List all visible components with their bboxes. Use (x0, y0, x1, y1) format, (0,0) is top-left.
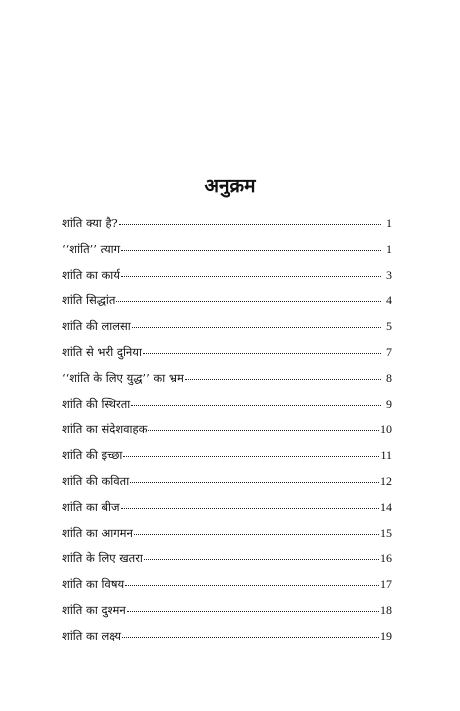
toc-entry-page-number: 7 (386, 344, 392, 359)
toc-entry-title: ‘‘शांति’’ त्याग (62, 241, 121, 256)
toc-entry-title: ‘‘शांति के लिए युद्ध’’ का भ्रम (62, 370, 184, 385)
toc-entry (62, 497, 392, 523)
toc-entry (62, 290, 392, 316)
toc-entry-title: शांति का दुश्मन (62, 602, 126, 617)
toc-entry-title: शांति का विषय (62, 577, 125, 592)
toc-entry (62, 394, 392, 420)
toc-entry (62, 574, 392, 600)
toc-entry-title: शांति से भरी दुनिया (62, 344, 142, 359)
dot-leader (143, 352, 381, 354)
dot-leader (125, 584, 379, 586)
dot-leader (121, 507, 379, 509)
toc-entry (62, 368, 392, 394)
dot-leader (121, 275, 381, 277)
toc-entry-title: शांति क्या है? (62, 216, 118, 230)
dot-leader (131, 404, 381, 406)
toc-entry-title: शांति की लालसा (62, 319, 131, 334)
toc-entry (62, 626, 392, 652)
toc-entry-title: शांति की इच्छा (62, 448, 123, 463)
page-title: अनुक्रम (204, 175, 256, 197)
toc-entry (62, 419, 392, 445)
dot-leader (132, 326, 381, 328)
toc-entry-title: शांति का कार्य (62, 267, 120, 282)
toc-entry (62, 600, 392, 626)
toc-entry-page-number: 1 (386, 241, 392, 256)
toc-entry (62, 265, 392, 291)
dot-leader (116, 300, 381, 302)
toc-entry-page-number: 14 (380, 499, 392, 514)
toc-entry (62, 316, 392, 342)
toc-entry (62, 213, 392, 239)
toc-entry-page-number: 18 (380, 602, 392, 617)
dot-leader (185, 378, 381, 380)
toc-entry-page-number: 4 (386, 293, 392, 308)
dot-leader (121, 249, 381, 251)
toc-entry-page-number: 3 (386, 267, 392, 282)
toc-entry-title: शांति की कविता (62, 473, 130, 488)
toc-entry-page-number: 9 (386, 396, 392, 411)
toc-entry-title: शांति के लिए खतरा (62, 551, 143, 566)
toc-entry-page-number: 19 (380, 628, 392, 643)
toc-entry-page-number: 16 (380, 551, 392, 566)
dot-leader (134, 533, 379, 535)
toc-entry-page-number: 8 (386, 370, 392, 385)
toc-entry-page-number: 1 (386, 216, 392, 230)
dot-leader (119, 223, 381, 225)
toc-entry-page-number: 12 (380, 473, 392, 488)
dot-leader (130, 481, 379, 483)
dot-leader (144, 558, 379, 560)
toc-entry-title: शांति का आगमन (62, 525, 133, 540)
toc-entry-page-number: 11 (380, 448, 392, 463)
toc-entry (62, 342, 392, 368)
toc-entry-page-number: 5 (386, 319, 392, 334)
toc-entry-title: शांति का लक्ष्य (62, 628, 122, 643)
toc-entry-title: शांति का बीज (62, 499, 120, 514)
dot-leader (127, 610, 379, 612)
dot-leader (122, 636, 379, 638)
toc-entry-page-number: 15 (380, 525, 392, 540)
toc-entry (62, 445, 392, 471)
dot-leader (123, 455, 379, 457)
toc-entry (62, 523, 392, 549)
toc-entry-title: शांति का संदेशवाहक (62, 422, 148, 437)
toc-entry (62, 471, 392, 497)
toc-entry-title: शांति की स्थिरता (62, 396, 131, 411)
toc-entry (62, 548, 392, 574)
toc-entry-page-number: 10 (380, 422, 392, 437)
dot-leader (148, 429, 379, 431)
table-of-contents (62, 213, 392, 652)
toc-entry (62, 239, 392, 265)
toc-entry-page-number: 17 (380, 577, 392, 592)
toc-entry-title: शांति सिद्धांत (62, 293, 116, 308)
